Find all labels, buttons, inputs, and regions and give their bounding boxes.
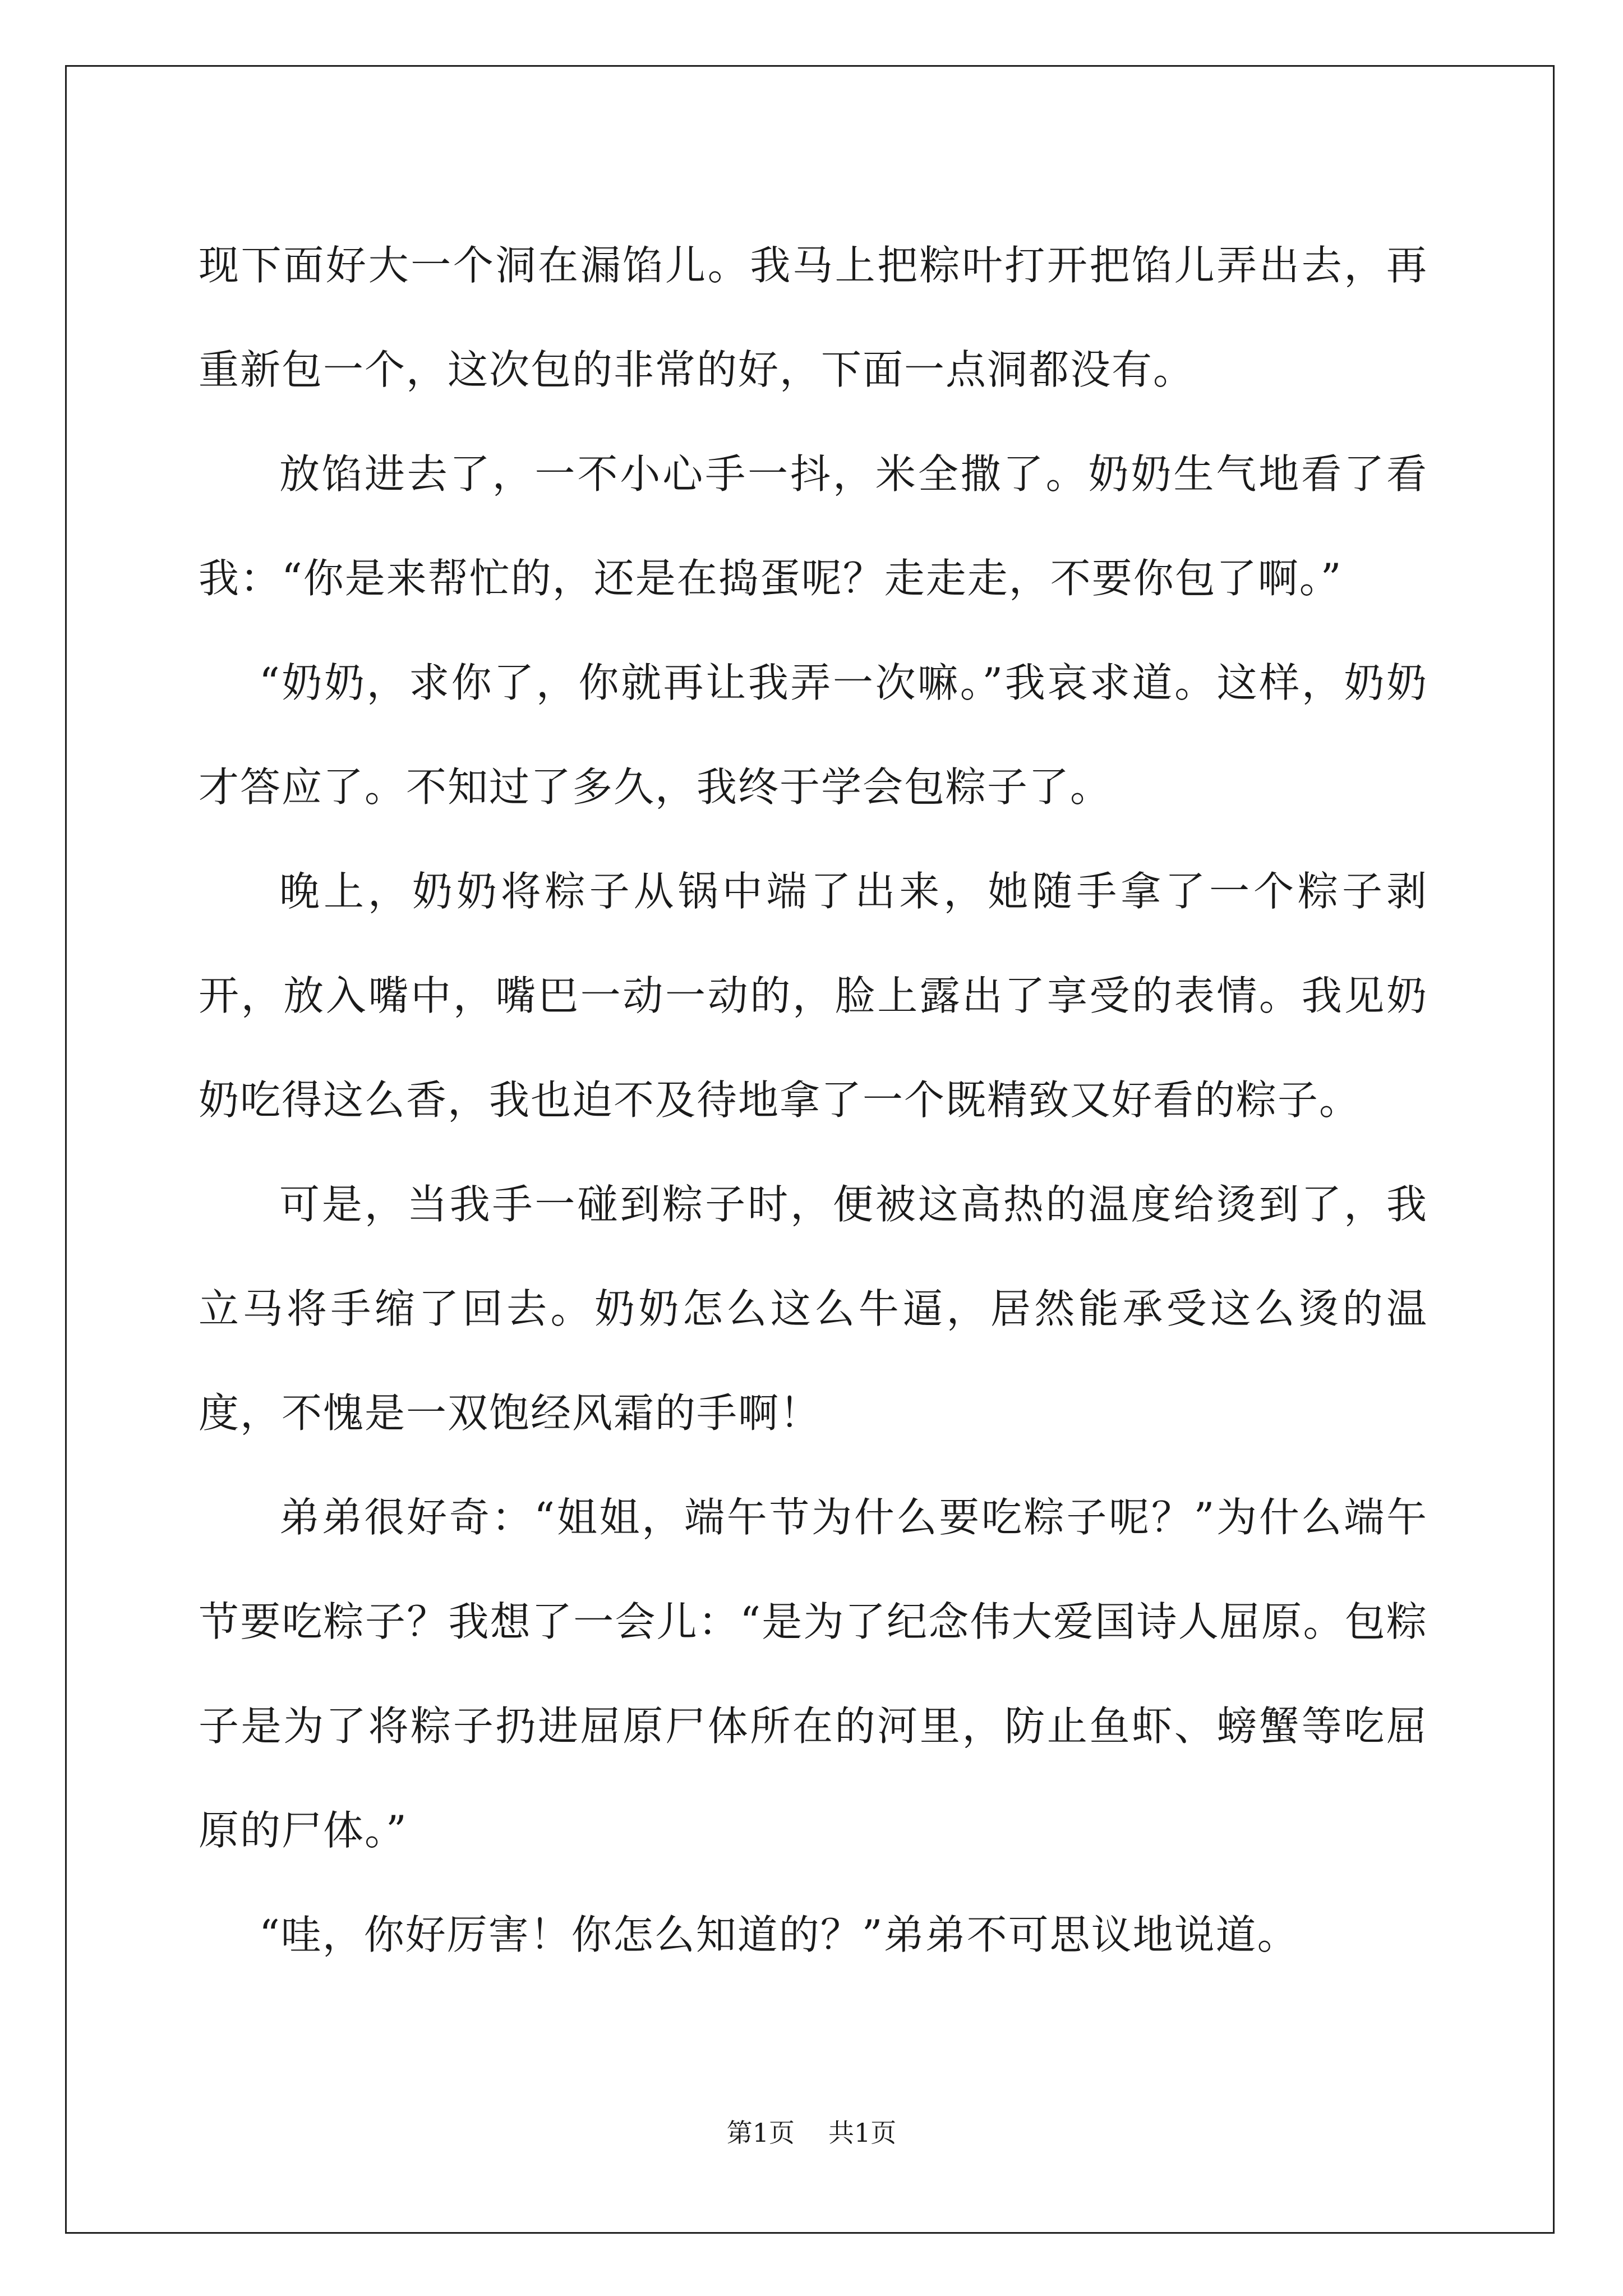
paragraph-4: 晚上，奶奶将粽子从锅中端了出来，她随手拿了一个粽子剥开，放入嘴中，嘴巴一动一动的，脸上露出了享受的表情。我见奶奶吃得这么香，我也迫不及待地拿了一个既精致又好看的粽子。 <box>199 868 1428 1124</box>
page-number: 第1页 <box>726 2118 795 2148</box>
page-total: 共1页 <box>828 2118 897 2148</box>
paragraph-6: 弟弟很好奇：“姐姐，端午节为什么要吃粽子呢？”为什么端午节要吃粽子？我想了一会儿：“是为了纪念伟大爱国诗人屈原。包粽子是为了将粽子扔进屈原尸体所在的河里，防止鱼虾、螃蟹等吃屈原的尸体。” <box>199 1494 1428 1854</box>
document-body <box>199 213 1428 1987</box>
paragraph-2: 放馅进去了，一不小心手一抖，米全撒了。奶奶生气地看了看我：“你是来帮忙的，还是在捣蛋呢？走走走，不要你包了啊。” <box>199 450 1428 602</box>
paragraph-7: “哇，你好厉害！你怎么知道的？”弟弟不可思议地说道。 <box>259 1911 1299 1958</box>
page-footer <box>0 2116 1623 2150</box>
paragraph-1: 现下面好大一个洞在漏馅儿。我马上把粽叶打开把馅儿弄出去，再重新包一个，这次包的非常的好，下面一点洞都没有。 <box>199 242 1428 393</box>
paragraph-3: “奶奶，求你了，你就再让我弄一次嘛。”我哀求道。这样，奶奶才答应了。不知过了多久，我终于学会包粽子了。 <box>199 659 1428 811</box>
paragraph-5: 可是，当我手一碰到粽子时，便被这高热的温度给烫到了，我立马将手缩了回去。奶奶怎么这么牛逼，居然能承受这么烫的温度，不愧是一双饱经风霜的手啊！ <box>199 1181 1428 1437</box>
